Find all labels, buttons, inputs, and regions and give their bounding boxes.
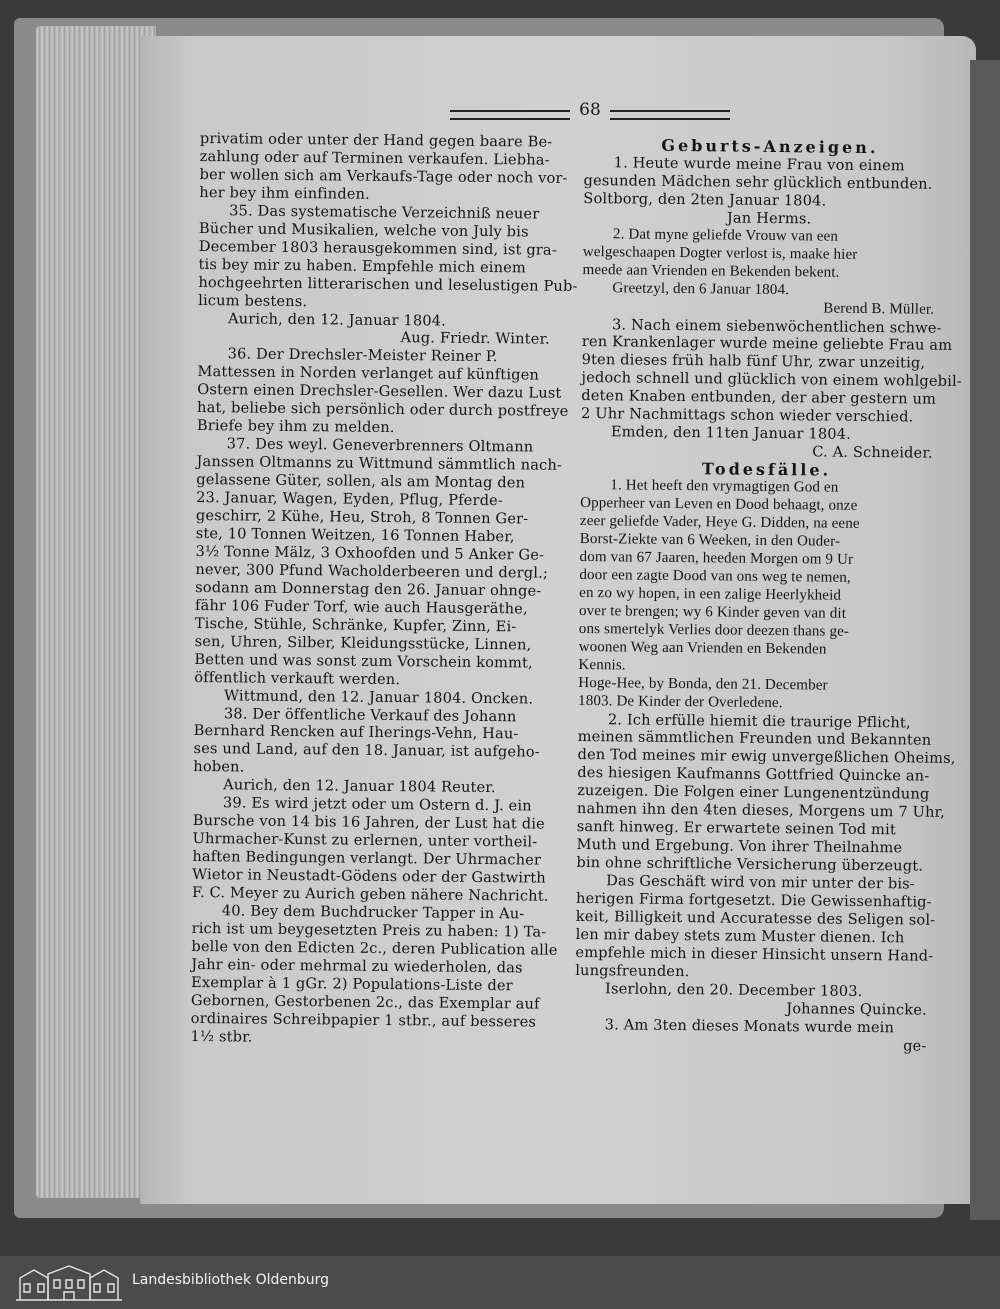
text-line: Briefe bey ihm zu melden. xyxy=(196,417,395,437)
text-line: empfehle mich in dieser Hinsicht unsern Hand- xyxy=(575,943,934,965)
text-line: Wietor in Neustadt-Gödens oder der Gastwirth xyxy=(192,866,546,887)
text-line: licum bestens. xyxy=(198,291,308,310)
text-line: F. C. Meyer zu Aurich geben nähere Nachricht. xyxy=(191,883,549,905)
text-line: Soltborg, den 2ten Januar 1804. xyxy=(583,189,827,210)
text-line: 1803. De Kinder der Overledene. xyxy=(578,692,783,711)
text-line: Kennis. xyxy=(578,656,626,674)
text-line: gesunden Mädchen sehr glücklich entbunden. xyxy=(583,171,933,193)
text-line: zahlung oder auf Terminen verkaufen. Liebha- xyxy=(199,147,550,169)
text-line: 37. Des weyl. Geneverbrenners Oltmann xyxy=(226,435,534,456)
text-line: zeer geliefde Vader, Heye G. Didden, na eene xyxy=(579,512,860,532)
text-line: rich ist um beygesetzten Preis zu haben: 1) Ta- xyxy=(191,919,547,941)
text-line: keit, Billigkeit und Accuratesse des Seligen sol- xyxy=(575,907,936,929)
text-line: her bey ihm einfinden. xyxy=(199,183,370,203)
text-line: meinen sämmtlichen Freunden und Bekannten xyxy=(577,728,932,750)
header-rule-right xyxy=(610,110,730,120)
text-line: Opperheer van Leven en Dood behaagt, onze xyxy=(580,495,858,514)
text-line: Wittmund, den 12. Januar 1804. Oncken. xyxy=(223,686,534,708)
text-line: 39. Es wird jetzt oder um Ostern d. J. ein xyxy=(222,794,532,815)
text-line: bin ohne schriftliche Versicherung überzeugt. xyxy=(576,854,924,875)
text-line: Exemplar à 1 gGr. 2) Populations-Liste der xyxy=(190,973,513,995)
page-stack-edges xyxy=(36,26,156,1198)
text-line: lungsfreunden. xyxy=(575,961,690,980)
library-name: Landesbibliothek Oldenburg xyxy=(132,1272,330,1288)
text-line: welgeschaapen Dogter verlost is, maake hier xyxy=(582,243,858,263)
text-line: door een zagte Dood van ons weg te nemen, xyxy=(579,566,851,586)
text-line: des hiesigen Kaufmanns Gottfried Quincke an- xyxy=(577,764,930,786)
text-line: Das Geschäft wird von mir unter der bis- xyxy=(606,872,916,893)
footer-bar xyxy=(0,1256,1000,1309)
text-line: Todesfälle. xyxy=(701,459,832,480)
text-line: öffentlich verkauft werden. xyxy=(194,668,401,688)
text-line: den Tod meines mir ewig unvergeßlichen Oheims, xyxy=(577,746,956,768)
text-line: Muth und Ergebung. Von ihrer Theilnahme xyxy=(576,836,903,857)
text-line: Johannes Quincke. xyxy=(786,999,927,1019)
text-line: 2. Ich erfülle hiemit die traurige Pflicht, xyxy=(607,710,911,731)
text-line: 1. Heute wurde meine Frau von einem xyxy=(613,154,905,175)
text-line: fähr 106 Fuder Torf, wie auch Hausgeräthe, xyxy=(194,596,528,618)
text-line: herigen Firma fortgesetzt. Die Gewissenhaftig- xyxy=(575,889,932,911)
text-line: Bursche von 14 bis 16 Jahren, der Lust hat die xyxy=(192,812,545,833)
text-line: haften Bedingungen verlangt. Der Uhrmacher xyxy=(192,848,542,869)
text-line: nahmen ihn den 4ten dieses, Morgens um 7 Uhr, xyxy=(576,800,945,822)
text-line: Aurich, den 12. Januar 1804 Reuter. xyxy=(223,776,496,797)
text-line: meede aan Vrienden en Bekenden bekent. xyxy=(582,261,840,281)
header-rule-left xyxy=(450,110,570,120)
page-number: 68 xyxy=(579,100,601,120)
text-line: 36. Der Drechsler-Meister Reiner P. xyxy=(227,345,498,366)
right-column xyxy=(574,135,963,1055)
text-line: ste, 10 Tonnen Weitzen, 16 Tonnen Haber, xyxy=(195,524,515,546)
text-line: ordinaires Schreibpapier 1 stbr., auf besseres xyxy=(190,1009,537,1031)
text-line: geschirr, 2 Kühe, Heu, Stroh, 8 Tonnen Ger- xyxy=(195,506,529,528)
text-line: 35. Das systematische Verzeichniß neuer xyxy=(229,202,540,223)
text-line: zuzeigen. Die Folgen einer Lungenentzündung xyxy=(577,782,930,803)
text-line: Iserlohn, den 20. December 1803. xyxy=(604,980,863,1000)
text-line: len mir dabey stets zum Muster dienen. Ich xyxy=(575,925,905,947)
text-line: jedoch schnell und glücklich von einem wohlgebil- xyxy=(581,369,963,391)
text-line: gelassene Güter, sollen, als am Montag den xyxy=(196,471,526,492)
text-line: Geburts-Anzeigen. xyxy=(661,135,879,158)
text-line: Ostern einen Drechsler-Gesellen. Wer dazu Lust xyxy=(197,381,562,403)
right-facing-page-strip xyxy=(970,60,1000,1220)
text-line: 2. Dat myne geliefde Vrouw van een xyxy=(612,226,839,245)
text-line: Jahr ein- oder mehrmal zu wiederholen, das xyxy=(191,955,523,977)
text-line: 3½ Tonne Mälz, 3 Oxhoofden und 5 Anker Ge- xyxy=(195,542,545,564)
text-line: Aurich, den 12. Januar 1804. xyxy=(227,309,447,330)
text-line: Janssen Oltmanns zu Wittmund sämmtlich nach- xyxy=(196,453,563,474)
text-line: hat, beliebe sich persönlich oder durch postfreye xyxy=(197,399,569,421)
text-line: Greetzyl, den 6 Januar 1804. xyxy=(612,279,790,298)
text-line: Jan Herms. xyxy=(726,209,812,228)
text-line: dom van 67 Jaaren, heeden Morgen om 9 Ur xyxy=(579,548,854,568)
text-line: 3. Nach einem siebenwöchentlichen schwe- xyxy=(611,315,942,337)
text-line: ren Krankenlager wurde meine geliebte Frau am xyxy=(581,333,953,355)
text-line: woonen Weg aan Vrienden en Bekenden xyxy=(578,638,827,658)
text-line: hoben. xyxy=(193,758,245,776)
text-line: Mattessen in Norden verlanget auf künftigen xyxy=(197,363,540,384)
text-line: ses und Land, auf den 18. Januar, ist aufgeho- xyxy=(193,740,540,761)
text-line: never, 300 Pfund Wacholderbeeren und dergl.; xyxy=(195,560,549,582)
text-line: Borst-Ziekte van 6 Weeken, in den Ouder- xyxy=(579,530,841,550)
text-line: Gebornen, Gestorbenen 2c., das Exemplar auf xyxy=(190,991,540,1013)
text-line: Berend B. Müller. xyxy=(823,300,935,318)
text-line: 38. Der öffentliche Verkauf des Johann xyxy=(223,704,517,725)
text-line: belle von den Edicten 2c., deren Publication alle xyxy=(191,937,558,959)
text-line: en zo wy hopen, in een zalige Heerlykheid xyxy=(579,584,842,604)
text-line: C. A. Schneider. xyxy=(812,443,933,462)
page-header xyxy=(450,100,730,124)
text-line: December 1803 herausgekommen sind, ist gra- xyxy=(198,237,558,259)
text-line: 1½ stbr. xyxy=(190,1027,253,1046)
text-line: sen, Uhren, Silber, Kleidungsstücke, Linnen, xyxy=(194,632,532,654)
text-line: tis bey mir zu haben. Empfehle mich einem xyxy=(198,255,527,277)
left-column xyxy=(190,130,578,1049)
text-line: hochgeehrten litterarischen und leselustigen Pub- xyxy=(198,273,578,295)
text-line: over te brengen; wy 6 Kinder geven van dit xyxy=(578,602,847,622)
text-line: privatim oder unter der Hand gegen baare Be- xyxy=(199,130,553,151)
text-line: ge- xyxy=(903,1037,927,1055)
text-line: 2 Uhr Nachmittags schon wieder verschied. xyxy=(581,405,914,426)
text-line: 1. Het heeft den vrymagtigen God en xyxy=(610,477,839,496)
text-line: Bücher und Musikalien, welche von July bis xyxy=(198,219,529,241)
library-building-icon xyxy=(14,1264,124,1302)
text-line: deten Knaben entbunden, der aber gestern um xyxy=(581,387,937,409)
text-line: Emden, den 11ten Januar 1804. xyxy=(610,423,852,444)
text-line: ons smertelyk Verlies door deezen thans ge- xyxy=(578,620,850,640)
text-line: 3. Am 3ten dieses Monats wurde mein xyxy=(604,1015,895,1036)
text-line: 9ten dieses früh halb fünf Uhr, zwar unzeitig, xyxy=(581,351,926,373)
text-line: 23. Januar, Wagen, Eyden, Pflug, Pferde- xyxy=(196,489,504,510)
text-line: Bernhard Rencken auf Iherings-Vehn, Hau- xyxy=(193,722,519,743)
text-line: sodann am Donnerstag den 26. Januar ohnge- xyxy=(195,578,542,600)
text-line: ber wollen sich am Verkaufs-Tage oder noch vor- xyxy=(199,165,568,187)
text-line: Hoge-Hee, by Bonda, den 21. December xyxy=(578,674,828,694)
text-line: Tische, Stühle, Schränke, Kupfer, Zinn, Ei- xyxy=(194,614,517,636)
text-line: sanft hinweg. Er erwartete seinen Tod mit xyxy=(576,818,896,839)
text-line: 40. Bey dem Buchdrucker Tapper in Au- xyxy=(221,902,525,923)
text-line: Uhrmacher-Kunst zu erlernen, unter vortheil- xyxy=(192,830,538,851)
text-line: Aug. Friedr. Winter. xyxy=(400,329,550,349)
text-line: Betten und was sonst zum Vorschein kommt, xyxy=(194,650,533,672)
